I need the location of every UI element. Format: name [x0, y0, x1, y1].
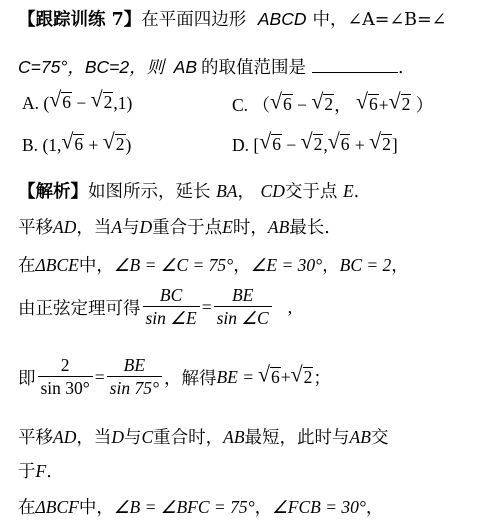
- quad-name: ABCD: [257, 9, 307, 29]
- solution-line-3: 在ΔBCE中，∠B = ∠C = 75°，∠E = 30°，BC = 2，: [18, 255, 409, 276]
- solution-line-6: 平移AD，当D与C重合时，AB最短，此时与AB交: [18, 427, 389, 448]
- option-c: C. （ √ 6 − √ 2 ， √ 6 + √ 2 ）: [232, 89, 434, 115]
- solution-tag: 【解析】: [18, 182, 88, 202]
- solution-line-7: 于F.: [18, 461, 52, 482]
- problem-tag: 【跟踪训练 7】: [18, 10, 142, 30]
- answer-blank: [312, 71, 398, 73]
- problem-line-2: C=75°，BC=2，则 AB 的取值范围是 .: [18, 57, 404, 78]
- option-d: D. [ √ 6 − √ 2 , √ 6 + √ 2 ]: [232, 129, 398, 155]
- option-b: B. (1, √ 6 + √ 2 ): [22, 129, 132, 155]
- solution-line-4: 由正弦定理可得 $\frac{BC}{\sin \angle E}$ = $\frac{BE}{\sin \angle C}$ ,: [18, 285, 293, 329]
- solution-line-8: 在ΔBCF中，∠B = ∠BFC = 75°，∠FCB = 30°，: [18, 497, 384, 518]
- solution-line-2: 平移AD，当A与D重合于点E时，AB最长.: [18, 217, 330, 238]
- fraction-2-over-sin30: $\frac{2}{\sin 30^\circ}$: [38, 356, 93, 399]
- fraction-bc-over-sin-e: $\frac{BC}{\sin \angle E}$: [143, 286, 200, 329]
- fraction-be-over-sin75: $\frac{BE}{\sin 75^\circ}$: [107, 356, 162, 399]
- problem-line-1: 【跟踪训练 7】在平面四边形 ABCD 中，∠A=∠B=∠: [18, 9, 447, 30]
- solution-line-5: 即 $\frac{2}{\sin 30^\circ}$ = $\frac{BE}{\sin 75^\circ}$ ，解得 BE = √ 6 + √ 2 ；: [18, 355, 331, 399]
- fraction-be-over-sin-c: $\frac{BE}{\sin \angle C}$: [214, 286, 272, 329]
- option-a: A. ( √ 6 − √ 2 ,1): [22, 87, 133, 113]
- solution-line-1: 【解析】如图所示，延长 BA， CD交于点 E.: [18, 181, 360, 202]
